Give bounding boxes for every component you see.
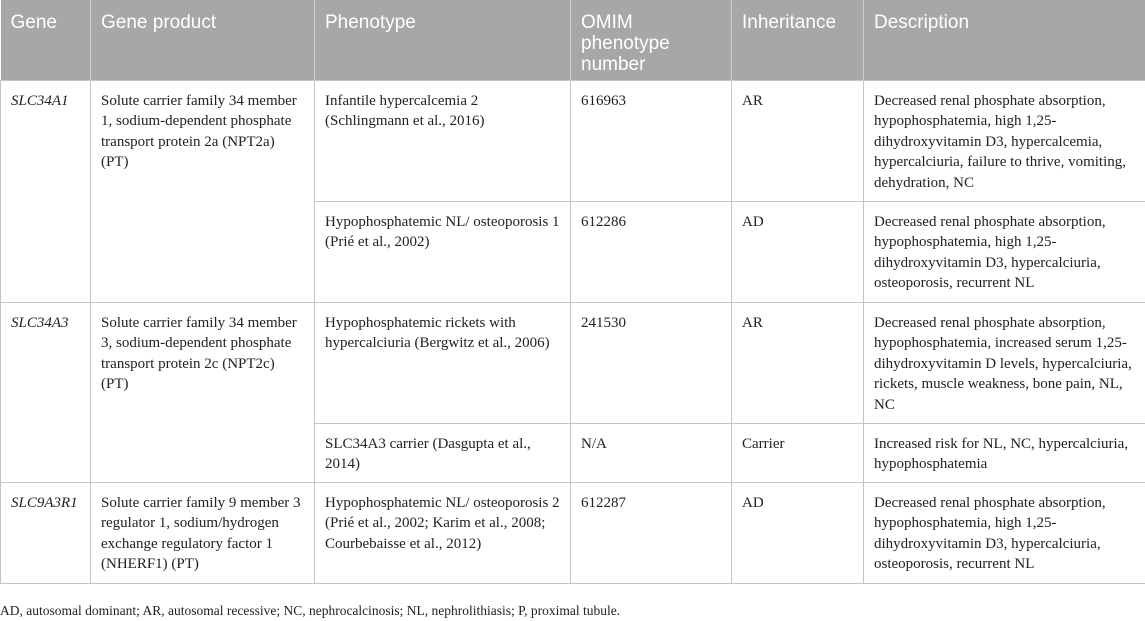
phenotype-cell: Hypophosphatemic rickets with hypercalciuria (Bergwitz et al., 2006) [315,302,571,423]
inheritance-cell: AD [732,482,864,583]
phenotype-cell: Infantile hypercalcemia 2 (Schlingmann et al., 2016) [315,80,571,201]
phenotype-cell: SLC34A3 carrier (Dasgupta et al., 2014) [315,423,571,482]
phenotype-cell: Hypophosphatemic NL/ osteoporosis 2 (Prié et al., 2002; Karim et al., 2008; Courbebaisse et al., 2012) [315,482,571,583]
description-cell: Decreased renal phosphate absorption, hypophosphatemia, high 1,25-dihydroxyvitamin D3, hypercalciuria, osteoporosis, recurrent NL [864,201,1145,302]
header-gene-product: Gene product [91,0,315,80]
header-gene: Gene [1,0,91,80]
table-footnote: AD, autosomal dominant; AR, autosomal recessive; NC, nephrocalcinosis; NL, nephrolithiasis; P, proximal tubule. [0,603,621,618]
header-phenotype: Phenotype [315,0,571,80]
omim-link[interactable]: 612286 [571,201,732,302]
table-row [1,302,1145,423]
gene-cell: SLC9A3R1 [1,482,91,583]
gene-product-cell: Solute carrier family 9 member 3 regulator 1, sodium/hydrogen exchange regulatory factor 1 (NHERF1) (PT) [91,482,315,583]
omim-cell: N/A [571,423,732,482]
gene-cell: SLC34A3 [1,302,91,482]
description-cell: Increased risk for NL, NC, hypercalciuria, hypophosphatemia [864,423,1145,482]
description-cell: Decreased renal phosphate absorption, hypophosphatemia, high 1,25-dihydroxyvitamin D3, hypercalcemia, hypercalciuria, failure to thrive, vomiting, dehydration, NC [864,80,1145,201]
table-row [1,482,1145,583]
table-row [1,80,1145,201]
phenotype-cell: Hypophosphatemic NL/ osteoporosis 1 (Prié et al., 2002) [315,201,571,302]
omim-link[interactable]: 612287 [571,482,732,583]
omim-link[interactable]: 241530 [571,302,732,423]
header-omim: OMIM phenotype number [571,0,732,80]
header-inheritance: Inheritance [732,0,864,80]
inheritance-cell: Carrier [732,423,864,482]
inheritance-cell: AR [732,302,864,423]
table-header-row [1,0,1145,80]
inheritance-cell: AD [732,201,864,302]
omim-link[interactable]: 616963 [571,80,732,201]
gene-product-cell: Solute carrier family 34 member 1, sodium-dependent phosphate transport protein 2a (NPT2a) (PT) [91,80,315,302]
description-cell: Decreased renal phosphate absorption, hypophosphatemia, increased serum 1,25-dihydroxyvitamin D levels, hypercalciuria, rickets, muscle weakness, bone pain, NL, NC [864,302,1145,423]
inheritance-cell: AR [732,80,864,201]
gene-product-cell: Solute carrier family 34 member 3, sodium-dependent phosphate transport protein 2c (NPT2c) (PT) [91,302,315,482]
header-description: Description [864,0,1145,80]
gene-cell: SLC34A1 [1,80,91,302]
description-cell: Decreased renal phosphate absorption, hypophosphatemia, high 1,25-dihydroxyvitamin D3, hypercalciuria, osteoporosis, recurrent NL [864,482,1145,583]
